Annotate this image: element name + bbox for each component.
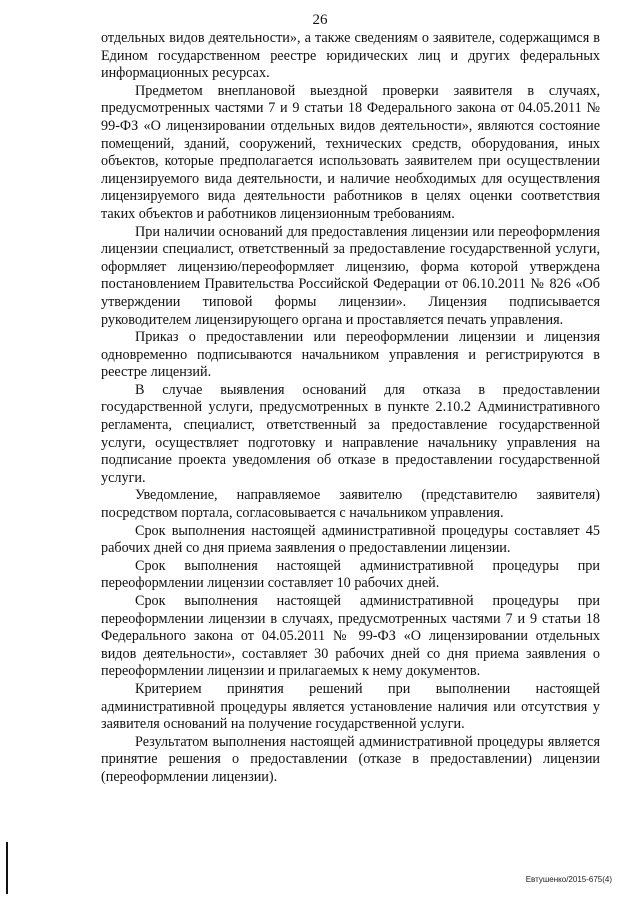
document-body (101, 30, 600, 787)
paragraph-term-10-days: Срок выполнения настоящей административной процедуры при переоформлении лицензии составляет 10 рабочих дней. (101, 557, 600, 592)
paragraph-refusal-grounds: В случае выявления оснований для отказа в предоставлении государственной услуги, предусмотренных в пункте 2.10.2 Административного регламента, специалист, ответственный за предоставление государственной услуги, осуществляет подготовку и направление начальнику управления на подписание проекта уведомления об отказе в предоставлении государственной услуги. (101, 381, 600, 486)
paragraph-decision-criterion: Критерием принятия решений при выполнении настоящей административной процедуры является установление наличия или отсутствия у заявителя оснований на получение государственной услуги. (101, 680, 600, 733)
paragraph-license-issuance: При наличии оснований для предоставления лицензии или переоформления лицензии специалист, ответственный за предоставление государственной услуги, оформляет лицензию/переоформляет лицензию, форма которой утверждена постановлением Правительства Российской Федерации от 06.10.2011 № 826 «Об утверждении типовой формы лицензии». Лицензия подписывается руководителем лицензирующего органа и проставляется печать управления. (101, 223, 600, 328)
paragraph-inspection-subject: Предметом внеплановой выездной проверки заявителя в случаях, предусмотренных частями 7 и 9 статьи 18 Федерального закона от 04.05.2011 № 99-ФЗ «О лицензировании отдельных видов деятельности», являются состояние помещений, зданий, сооружений, технических средств, оборудования, иных объектов, которые предполагается использовать заявителем при осуществлении лицензируемого вида деятельности, и наличие необходимых для осуществления лицензируемого вида деятельности работников в целях оценки соответствия таких объектов и работников лицензионным требованиям. (101, 82, 600, 222)
scan-margin-line (6, 842, 8, 894)
paragraph-continuation: отдельных видов деятельности», а также сведениям о заявителе, содержащимся в Едином государственном реестре юридических лиц и других федеральных информационных ресурсах. (101, 30, 600, 82)
paragraph-result: Результатом выполнения настоящей административной процедуры является принятие решения о предоставлении (отказе в предоставлении) лицензии (переоформлении лицензии). (101, 733, 600, 785)
page-number: 26 (312, 12, 328, 28)
paragraph-notification: Уведомление, направляемое заявителю (представителю заявителя) посредством портала, согласовывается с начальником управления. (101, 487, 600, 522)
paragraph-order-signing: Приказ о предоставлении или переоформлении лицензии и лицензия одновременно подписываются начальником управления и регистрируются в реестре лицензий. (101, 329, 600, 381)
paragraph-term-45-days: Срок выполнения настоящей административной процедуры составляет 45 рабочих дней со дня приема заявления о предоставлении лицензии. (101, 522, 600, 557)
paragraph-term-30-days: Срок выполнения настоящей административной процедуры при переоформлении лицензии в случаях, предусмотренных частями 7 и 9 статьи 18 Федерального закона от 04.05.2011 № 99-ФЗ «О лицензировании отдельных видов деятельности», составляет 30 рабочих дней со дня приема заявления о переоформлении лицензии и прилагаемых к нему документов. (101, 593, 600, 680)
footer-document-code: Евтушенко/2015-675(4) (525, 875, 612, 884)
